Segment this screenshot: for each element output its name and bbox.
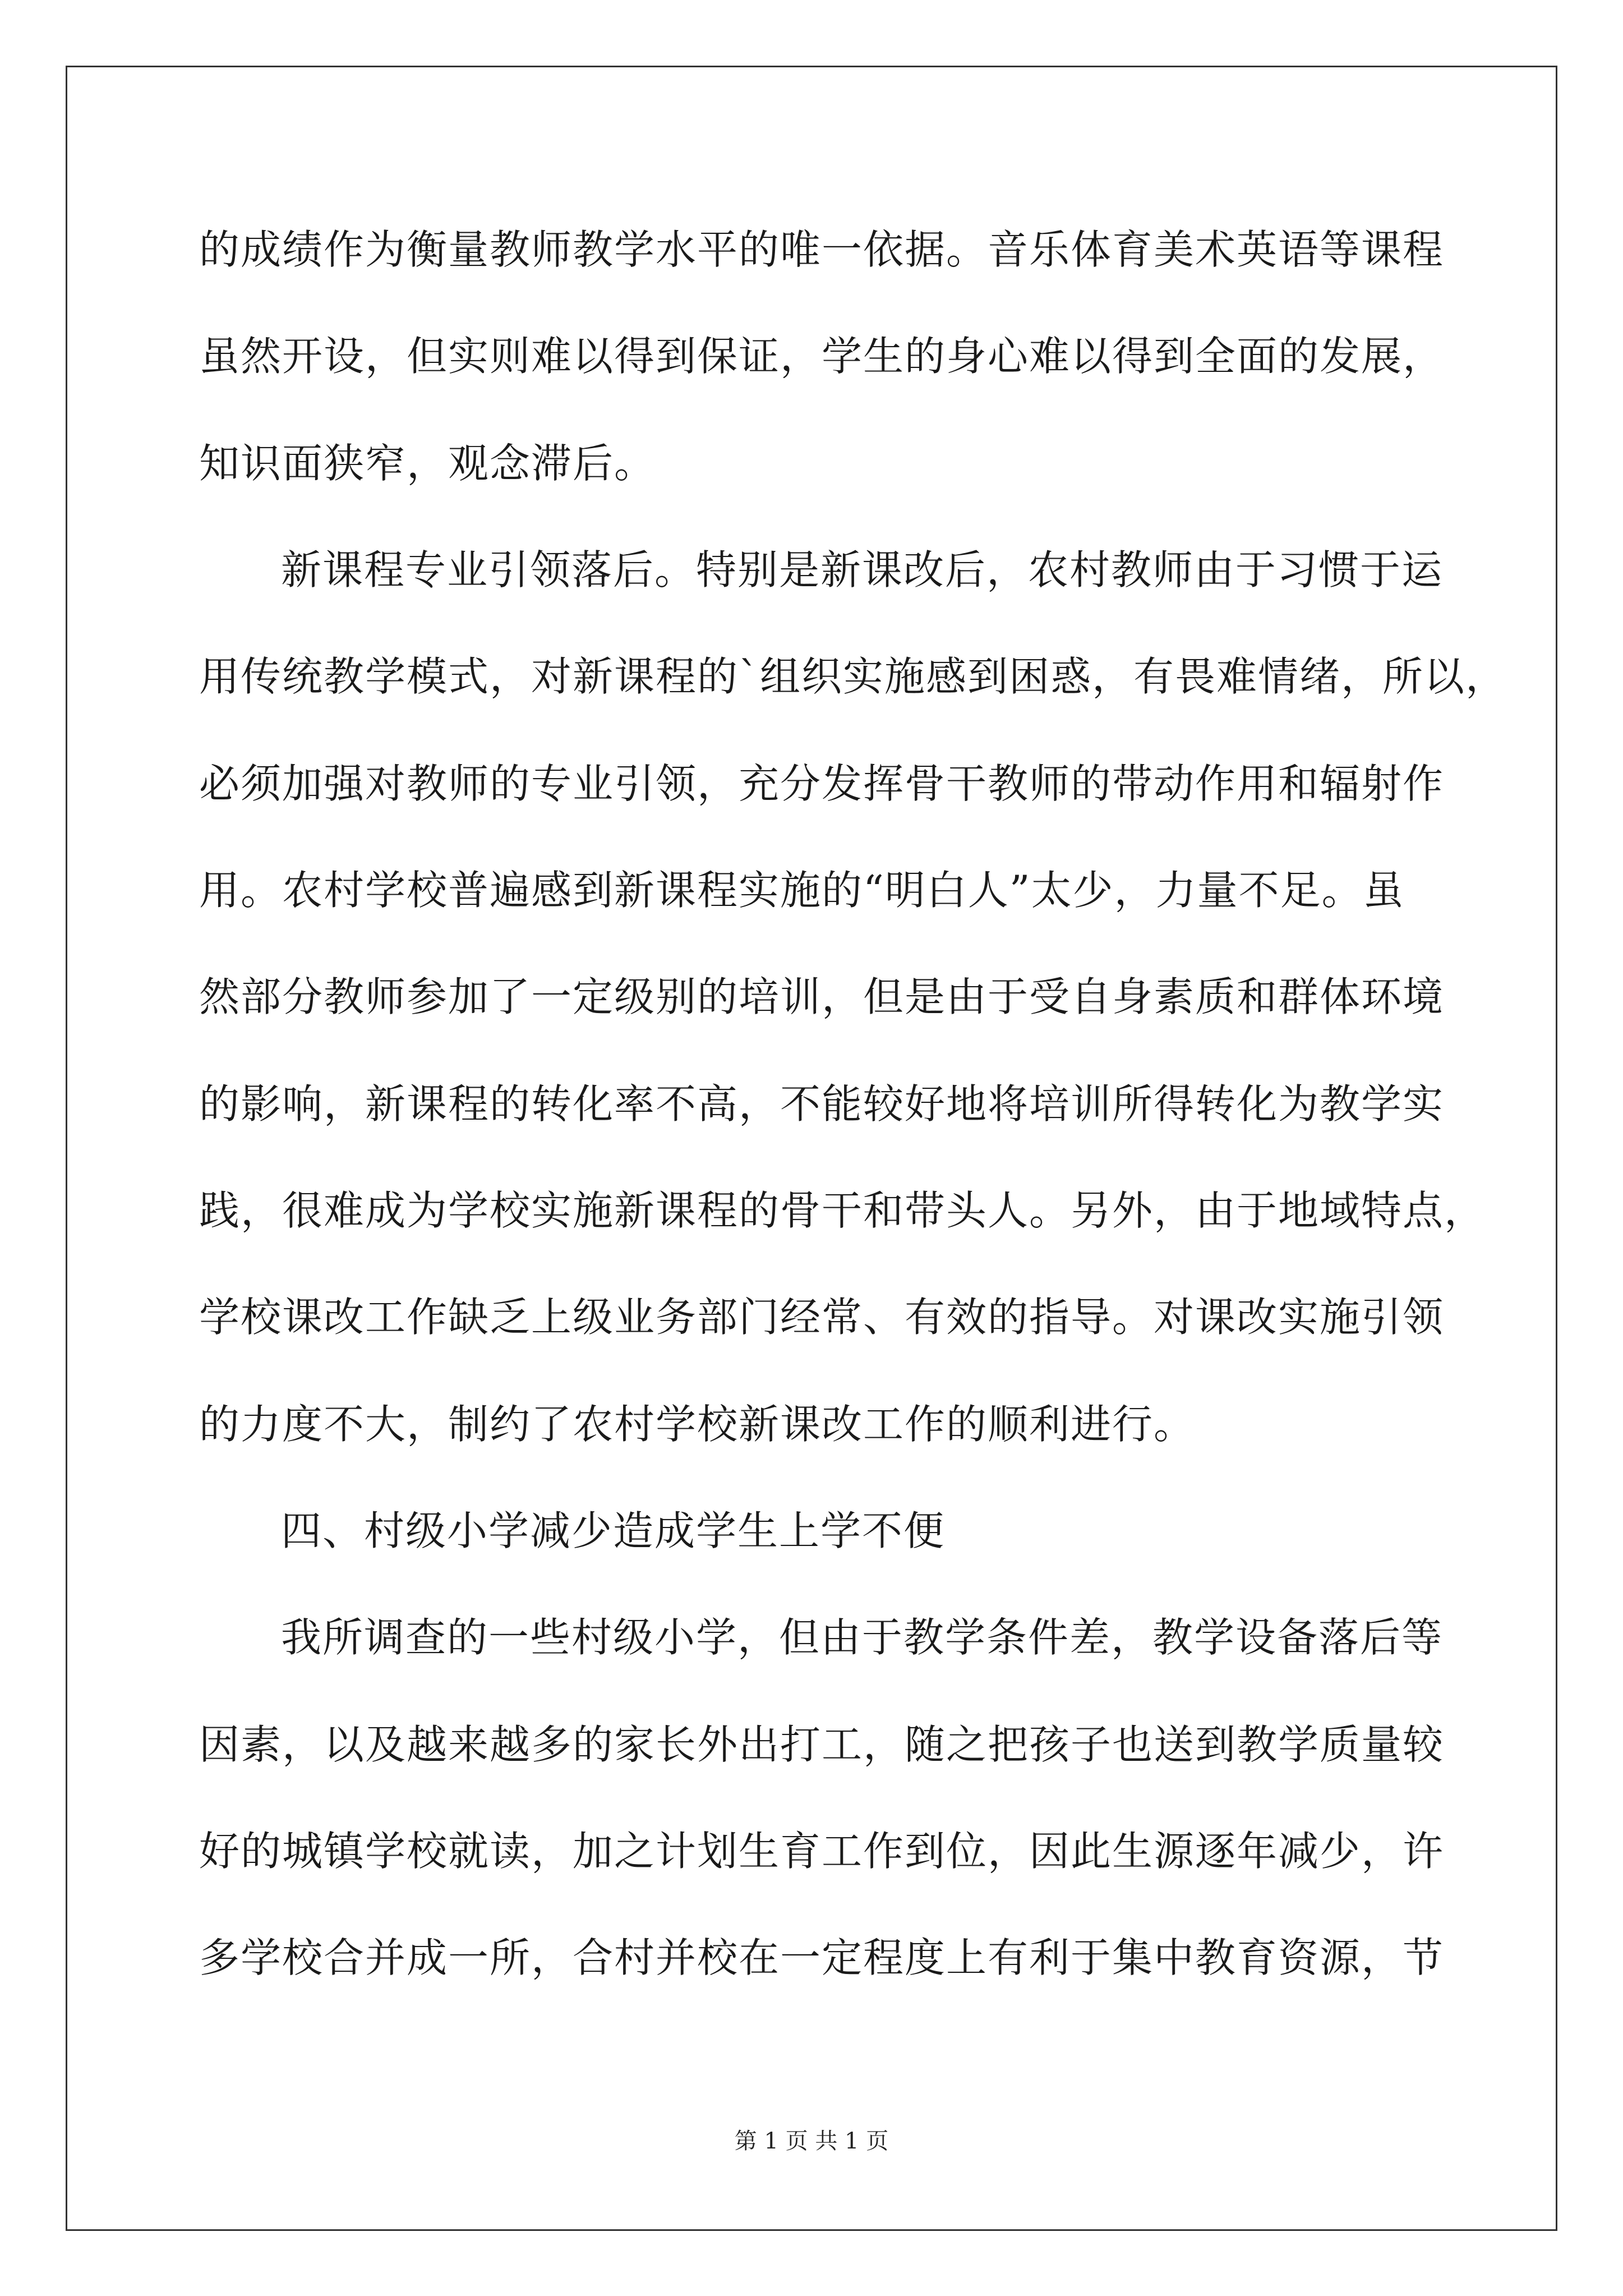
- text-line-6: 必须加强对教师的专业引领，充分发挥骨干教师的带动作用和辐射作: [199, 760, 1445, 807]
- text-line-11: 学校课改工作缺乏上级业务部门经常、有效的指导。对课改实施引领: [199, 1294, 1445, 1341]
- text-line-14: 我所调查的一些村级小学，但由于教学条件差，教学设备落后等: [281, 1614, 1444, 1661]
- text-line-12: 的力度不大，制约了农村学校新课改工作的顺利进行。: [199, 1401, 1196, 1448]
- text-line-9: 的影响，新课程的转化率不高，不能较好地将培训所得转化为教学实: [199, 1080, 1445, 1128]
- text-line-17: 多学校合并成一所，合村并校在一定程度上有利于集中教育资源，节: [199, 1934, 1445, 1981]
- text-line-10: 践，很难成为学校实施新课程的骨干和带头人。另外，由于地域特点，: [199, 1187, 1486, 1234]
- page-footer: 第 1 页 共 1 页: [734, 2128, 889, 2154]
- text-line-4: 新课程专业引领落后。特别是新课改后，农村教师由于习惯于运: [281, 546, 1444, 593]
- text-line-3: 知识面狭窄，观念滞后。: [199, 440, 656, 487]
- text-line-15: 因素，以及越来越多的家长外出打工，随之把孩子也送到教学质量较: [199, 1721, 1445, 1768]
- text-line-2: 虽然开设，但实则难以得到保证，学生的身心难以得到全面的发展，: [199, 333, 1445, 380]
- text-line-5: 用传统教学模式，对新课程的`组织实施感到困惑，有畏难情绪，所以，: [199, 653, 1507, 700]
- text-line-16: 好的城镇学校就读，加之计划生育工作到位，因此生源逐年减少，许: [199, 1828, 1445, 1875]
- page-border: [66, 66, 1557, 2231]
- text-line-8: 然部分教师参加了一定级别的培训，但是由于受自身素质和群体环境: [199, 973, 1445, 1020]
- section-heading: 四、村级小学减少造成学生上学不便: [281, 1507, 946, 1554]
- text-line-1: 的成绩作为衡量教师教学水平的唯一依据。音乐体育美术英语等课程: [199, 226, 1445, 273]
- text-line-7: 用。农村学校普遍感到新课程实施的“明白人”太少，力量不足。虽: [199, 867, 1405, 914]
